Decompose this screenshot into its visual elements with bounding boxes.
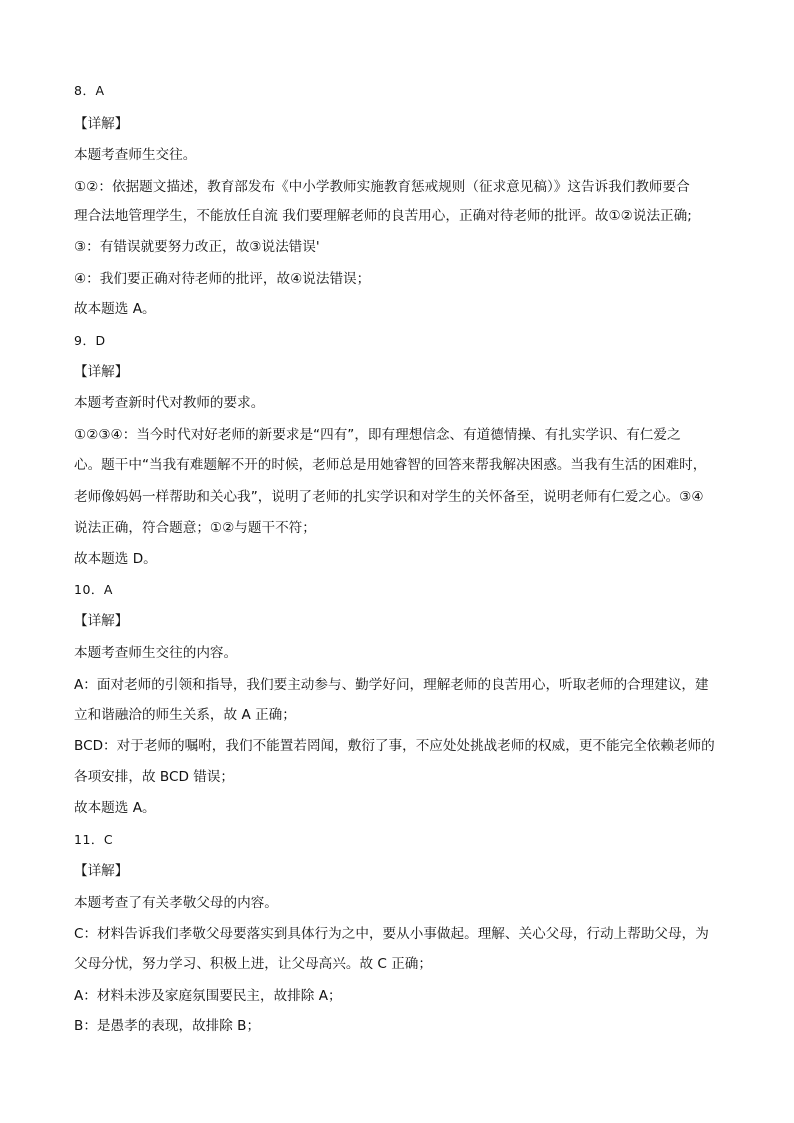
text-line: 老师像妈妈一样帮助和关心我”，说明了老师的扎实学识和对学生的关怀备至，说明老师有仁爱之心。③④: [74, 489, 704, 505]
answer-number: 9．D: [74, 333, 106, 348]
text-line: 心。题干中“当我有难题解不开的时候，老师总是用她睿智的回答来帮我解决困惑。当我有生活的困难时，: [74, 457, 707, 473]
text-line: ③：有错误就要努力改正，故③说法错误': [74, 239, 320, 255]
text-line: 父母分忧，努力学习、积极上进，让父母高兴。故 C 正确；: [74, 956, 432, 972]
text-line: 立和谐融洽的师生关系，故 A 正确；: [74, 707, 296, 723]
detail-heading: 【详解】: [74, 364, 129, 380]
text-line: A：面对老师的引领和指导，我们要主动参与、勤学好问，理解老师的良苦用心，听取老师的合理建议，建: [74, 677, 709, 693]
text-line: 理合法地管理学生，不能放任自流 我们要理解老师的良苦用心，正确对待老师的批评。故①②说法正确;: [74, 208, 692, 224]
text-line: 本题考查师生交往的内容。: [74, 645, 238, 661]
text-line: C：材料告诉我们孝敬父母要落实到具体行为之中，要从小事做起。理解、关心父母，行动上帮助父母，为: [74, 926, 709, 942]
text-line: 故本题选 D。: [74, 551, 157, 567]
detail-heading: 【详解】: [74, 863, 129, 879]
text-line: ①②：依据题文描述，教育部发布《中小学教师实施教育惩戒规则（征求意见稿）》这告诉我们教师要合: [74, 179, 690, 195]
text-line: 故本题选 A。: [74, 800, 156, 816]
text-line: 本题考查新时代对教师的要求。: [74, 395, 265, 411]
text-line: 本题考查师生交往。: [74, 147, 197, 163]
text-line: A：材料未涉及家庭氛围要民主，故排除 A；: [74, 988, 342, 1004]
text-line: 各项安排，故 BCD 错误；: [74, 769, 235, 785]
detail-heading: 【详解】: [74, 116, 129, 132]
detail-heading: 【详解】: [74, 613, 129, 629]
text-line: 故本题选 A。: [74, 301, 156, 317]
answer-number: 11．C: [74, 832, 114, 847]
answer-number: 8．A: [74, 83, 105, 98]
text-line: BCD：对于老师的嘱咐，我们不能置若罔闻，敷衍了事，不应处处挑战老师的权威，更不能完全依赖老师的: [74, 738, 715, 754]
answer-number: 10．A: [74, 582, 113, 597]
text-line: 说法正确，符合题意；①②与题干不符；: [74, 520, 316, 536]
text-line: ④：我们要正确对待老师的批评，故④说法错误；: [74, 271, 371, 287]
text-line: ①②③④：当今时代对好老师的新要求是“四有”，即有理想信念、有道德情操、有扎实学识、有仁爱之: [74, 427, 681, 443]
text-line: B：是愚孝的表现，故排除 B；: [74, 1018, 261, 1034]
text-line: 本题考查了有关孝敬父母的内容。: [74, 895, 278, 911]
